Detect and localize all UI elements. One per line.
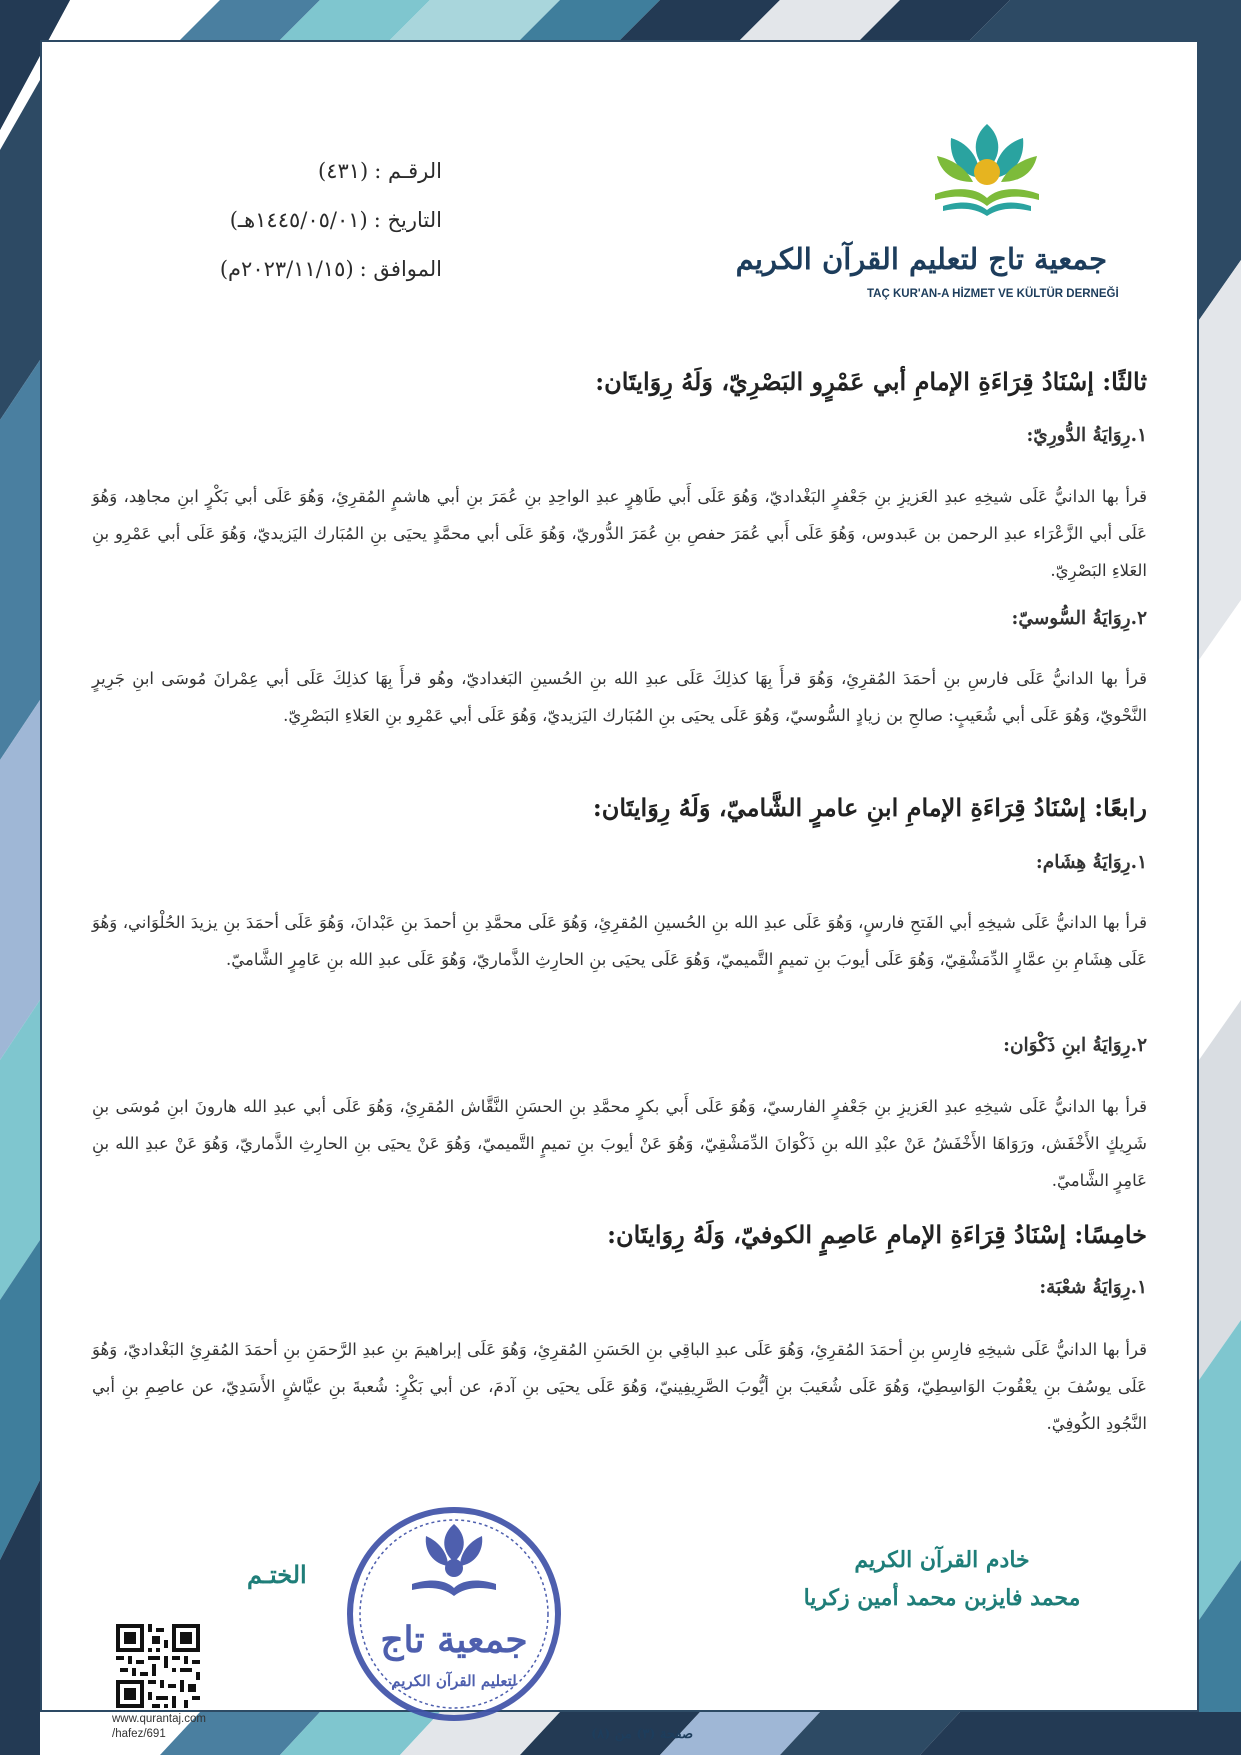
gregorian-date-value: (٢٠٢٣/١١/١٥م) bbox=[219, 257, 354, 281]
section-title-4: رابعًا: إسْنَادُ قِرَاءَةِ الإمامِ ابنِ عامرٍ الشَّاميّ، وَلَهُ رِوَايتَان: bbox=[592, 793, 1147, 822]
association-stamp bbox=[342, 1502, 567, 1727]
narration-text-shuba: قرأ بها الدانيُّ عَلَى شيخِهِ فارِسِ بنِ أحمَدَ المُقرِئِ، وَهُوَ عَلَى عبدِ الباقِي بنِ الحَسَنِ المُقرِئِ، وَهُوَ عَلَى إبراهيمَ بنِ عبدِ الرَّحمَنِ بنِ أحمَدَ المُقرِئِ البَغْداديّ، وَهُوَ عَلَى يوسُفَ بنِ يعْقُوبَ الوَاسِطِيّ، وَهُوَ عَلَى شُعَيبَ بنِ أيُّوبَ الصَّرِيفِينيّ، وَهُوَ عَلَى يحيَى بنِ آدمَ، عن أبي بَكْرٍ: شُعبةَ بنِ عيَّاشٍ الأَسَدِيّ، عن عاصِمِ بنِ أبي النَّجُودِ الكُوفِيّ. bbox=[92, 1340, 1147, 1433]
verification-qr-code[interactable] bbox=[116, 1624, 200, 1708]
narration-text-ibn-dhakwan: قرأ بها الدانيُّ عَلَى شيخِهِ عبدِ العَزيزِ بنِ جَعْفرٍ الفارسيّ، وَهُوَ عَلَى أَبي بكرٍ محمَّدِ بنِ الحسَنِ النَّقَّاش المُقرِئِ، وَهُوَ عَلَى أبي عبدِ الله هارونَ ابنِ مُوسَى بنِ شَرِيكٍ الأَخْفَش، ورَوَاهَا الأَخْفَشُ عَنْ عبْدِ الله بنِ ذَكْوَانَ الدِّمَشْقِيّ، وَهُوَ عَنْ أيوبَ بنِ تميمٍ التَّميميّ، وَهُوَ عَنْ يحيَى بنِ الحارِثِ الذَّماريّ، وَهُوَ عَنْ عبدِ الله بنِ عَامِرٍ الشَّاميّ. bbox=[92, 1097, 1147, 1190]
section-title-5: خامِسًا: إسْنَادُ قِرَاءَةِ الإمامِ عَاصِمٍ الكوفيّ، وَلَهُ رِوَايتَان: bbox=[607, 1220, 1147, 1249]
qr-path: /hafez/691 bbox=[112, 1728, 166, 1740]
qr-website: www.qurantaj.com bbox=[112, 1713, 206, 1725]
reference-number-label: الرقـم : bbox=[374, 159, 442, 183]
document-frame bbox=[40, 40, 1199, 1742]
narration-title-hisham: ١.رِوَايَةُ هِشَام: bbox=[1035, 852, 1147, 873]
lotus-book-emblem-icon bbox=[907, 112, 1067, 237]
narration-text-duri: قرأ بها الدانيُّ عَلَى شيخِهِ عبدِ العَزيزِ بنِ جَعْفرٍ البَغْداديّ، وَهُوَ عَلَى أَبي طَاهِرٍ عبدِ الواحِدِ بنِ عُمَرَ بنِ أبي هاشمٍ المُقرِئِ، وَهُوَ عَلَى أبي بَكْرٍ ابنِ مجاهِد، وَهُوَ عَلَى أبي الزَّعْرَاء عبدِ الرحمن بن عَبدوس، وَهُوَ عَلَى أَبي عُمَرَ حفصِ بنِ عُمَرَ الدُّوريّ، وَهُوَ عَلَى أبي محمَّدٍ يحيَى بنِ المُبَارك اليَزيديّ، وَهُوَ عَلَى أبي عَمْرِو بنِ العَلاءِ البَصْرِيّ. bbox=[92, 487, 1147, 580]
gregorian-date-label: الموافق : bbox=[359, 257, 442, 281]
document-body bbox=[42, 42, 1197, 1742]
reference-number-row bbox=[142, 147, 442, 196]
stamp-label: الختـم bbox=[247, 1560, 307, 1589]
narration-title-shuba: ١.رِوَايَةُ شعْبَة: bbox=[1039, 1277, 1147, 1298]
signatory-title: خادم القرآن الكريم bbox=[854, 1547, 1030, 1573]
association-logo bbox=[735, 112, 1119, 352]
reference-number-value: (٤٣١) bbox=[318, 159, 369, 183]
hijri-date-row bbox=[142, 196, 442, 245]
page-number: صفحة (٣) من (٨) bbox=[591, 1727, 693, 1742]
narration-text-susi: قرأ بها الدانيُّ عَلَى فارسِ بنِ أحمَدَ المُقرِئِ، وَهُوَ قرأَ بِهَا كذلِكَ عَلَى عبدِ الله بنِ الحُسينِ البَغداديّ، وهُو قرأَ بِهَا كذلِكَ عَلَى أبي عِمْرانَ مُوسَى ابنِ جَرِيرٍ النَّحْويّ، وَهُوَ عَلَى أبي شُعَيبٍ: صالحِ بن زيادٍ السُّوسيّ، وَهُوَ عَلَى يحيَى بنِ المُبَارك اليَزيديّ، وَهُوَ عَلَى أبي عَمْرِو بنِ العَلاءِ البَصْرِيّ. bbox=[92, 669, 1147, 725]
narration-title-susi: ٢.رِوَايَةُ السُّوسيّ: bbox=[1011, 608, 1147, 629]
hijri-date-label: التاريخ : bbox=[373, 208, 442, 232]
narration-text-hisham: قرأ بها الدانيُّ عَلَى شيخِهِ أبي الفَتحِ فارسٍ، وَهُوَ عَلَى عبدِ الله بنِ الحُسينِ المُقرِئِ، وَهُوَ عَلَى محمَّدِ بنِ أحمدَ بنِ عَبْدانَ، وَهُوَ عَلَى أحمَدَ بنِ يزيدَ الحُلْوَاني، وَهُوَ عَلَى هِشَامِ بنِ عمَّارٍ الدِّمَشْقِيّ، وَهُوَ عَلَى أيوبَ بنِ تميمٍ التَّميميّ، وَهُوَ عَلَى يحيَى بنِ الحارِثِ الذَّماريّ، وَهُوَ عَلَى عبدِ الله بنِ عَامِرٍ الشَّاميّ. bbox=[92, 913, 1147, 969]
logo-turkish-name: TAÇ KUR'AN-A HİZMET VE KÜLTÜR DERNEĞİ bbox=[867, 288, 1119, 300]
gregorian-date-row bbox=[142, 245, 442, 294]
section-title-3: ثالثًا: إسْنَادُ قِرَاءَةِ الإمامِ أبي عَمْرٍو البَصْرِيّ، وَلَهُ رِوَايتَان: bbox=[595, 367, 1147, 396]
hijri-date-value: (١٤٤٥/٠٥/٠١هـ) bbox=[229, 208, 368, 232]
logo-arabic-name: جمعية تاج لتعليم القرآن الكريم bbox=[735, 242, 1107, 276]
narration-title-duri: ١.رِوَايَةُ الدُّورِيّ: bbox=[1026, 425, 1147, 446]
stamp-association-subtitle: لتعليم القرآن الكريم bbox=[391, 1672, 517, 1690]
narration-title-ibn-dhakwan: ٢.رِوَايَةُ ابنِ ذَكْوَان: bbox=[1003, 1035, 1147, 1056]
stamp-association-name: جمعية تاج bbox=[380, 1619, 528, 1661]
signatory-name: محمد فايزبن محمد أمين زكريا bbox=[803, 1585, 1081, 1611]
reference-block bbox=[142, 147, 442, 294]
